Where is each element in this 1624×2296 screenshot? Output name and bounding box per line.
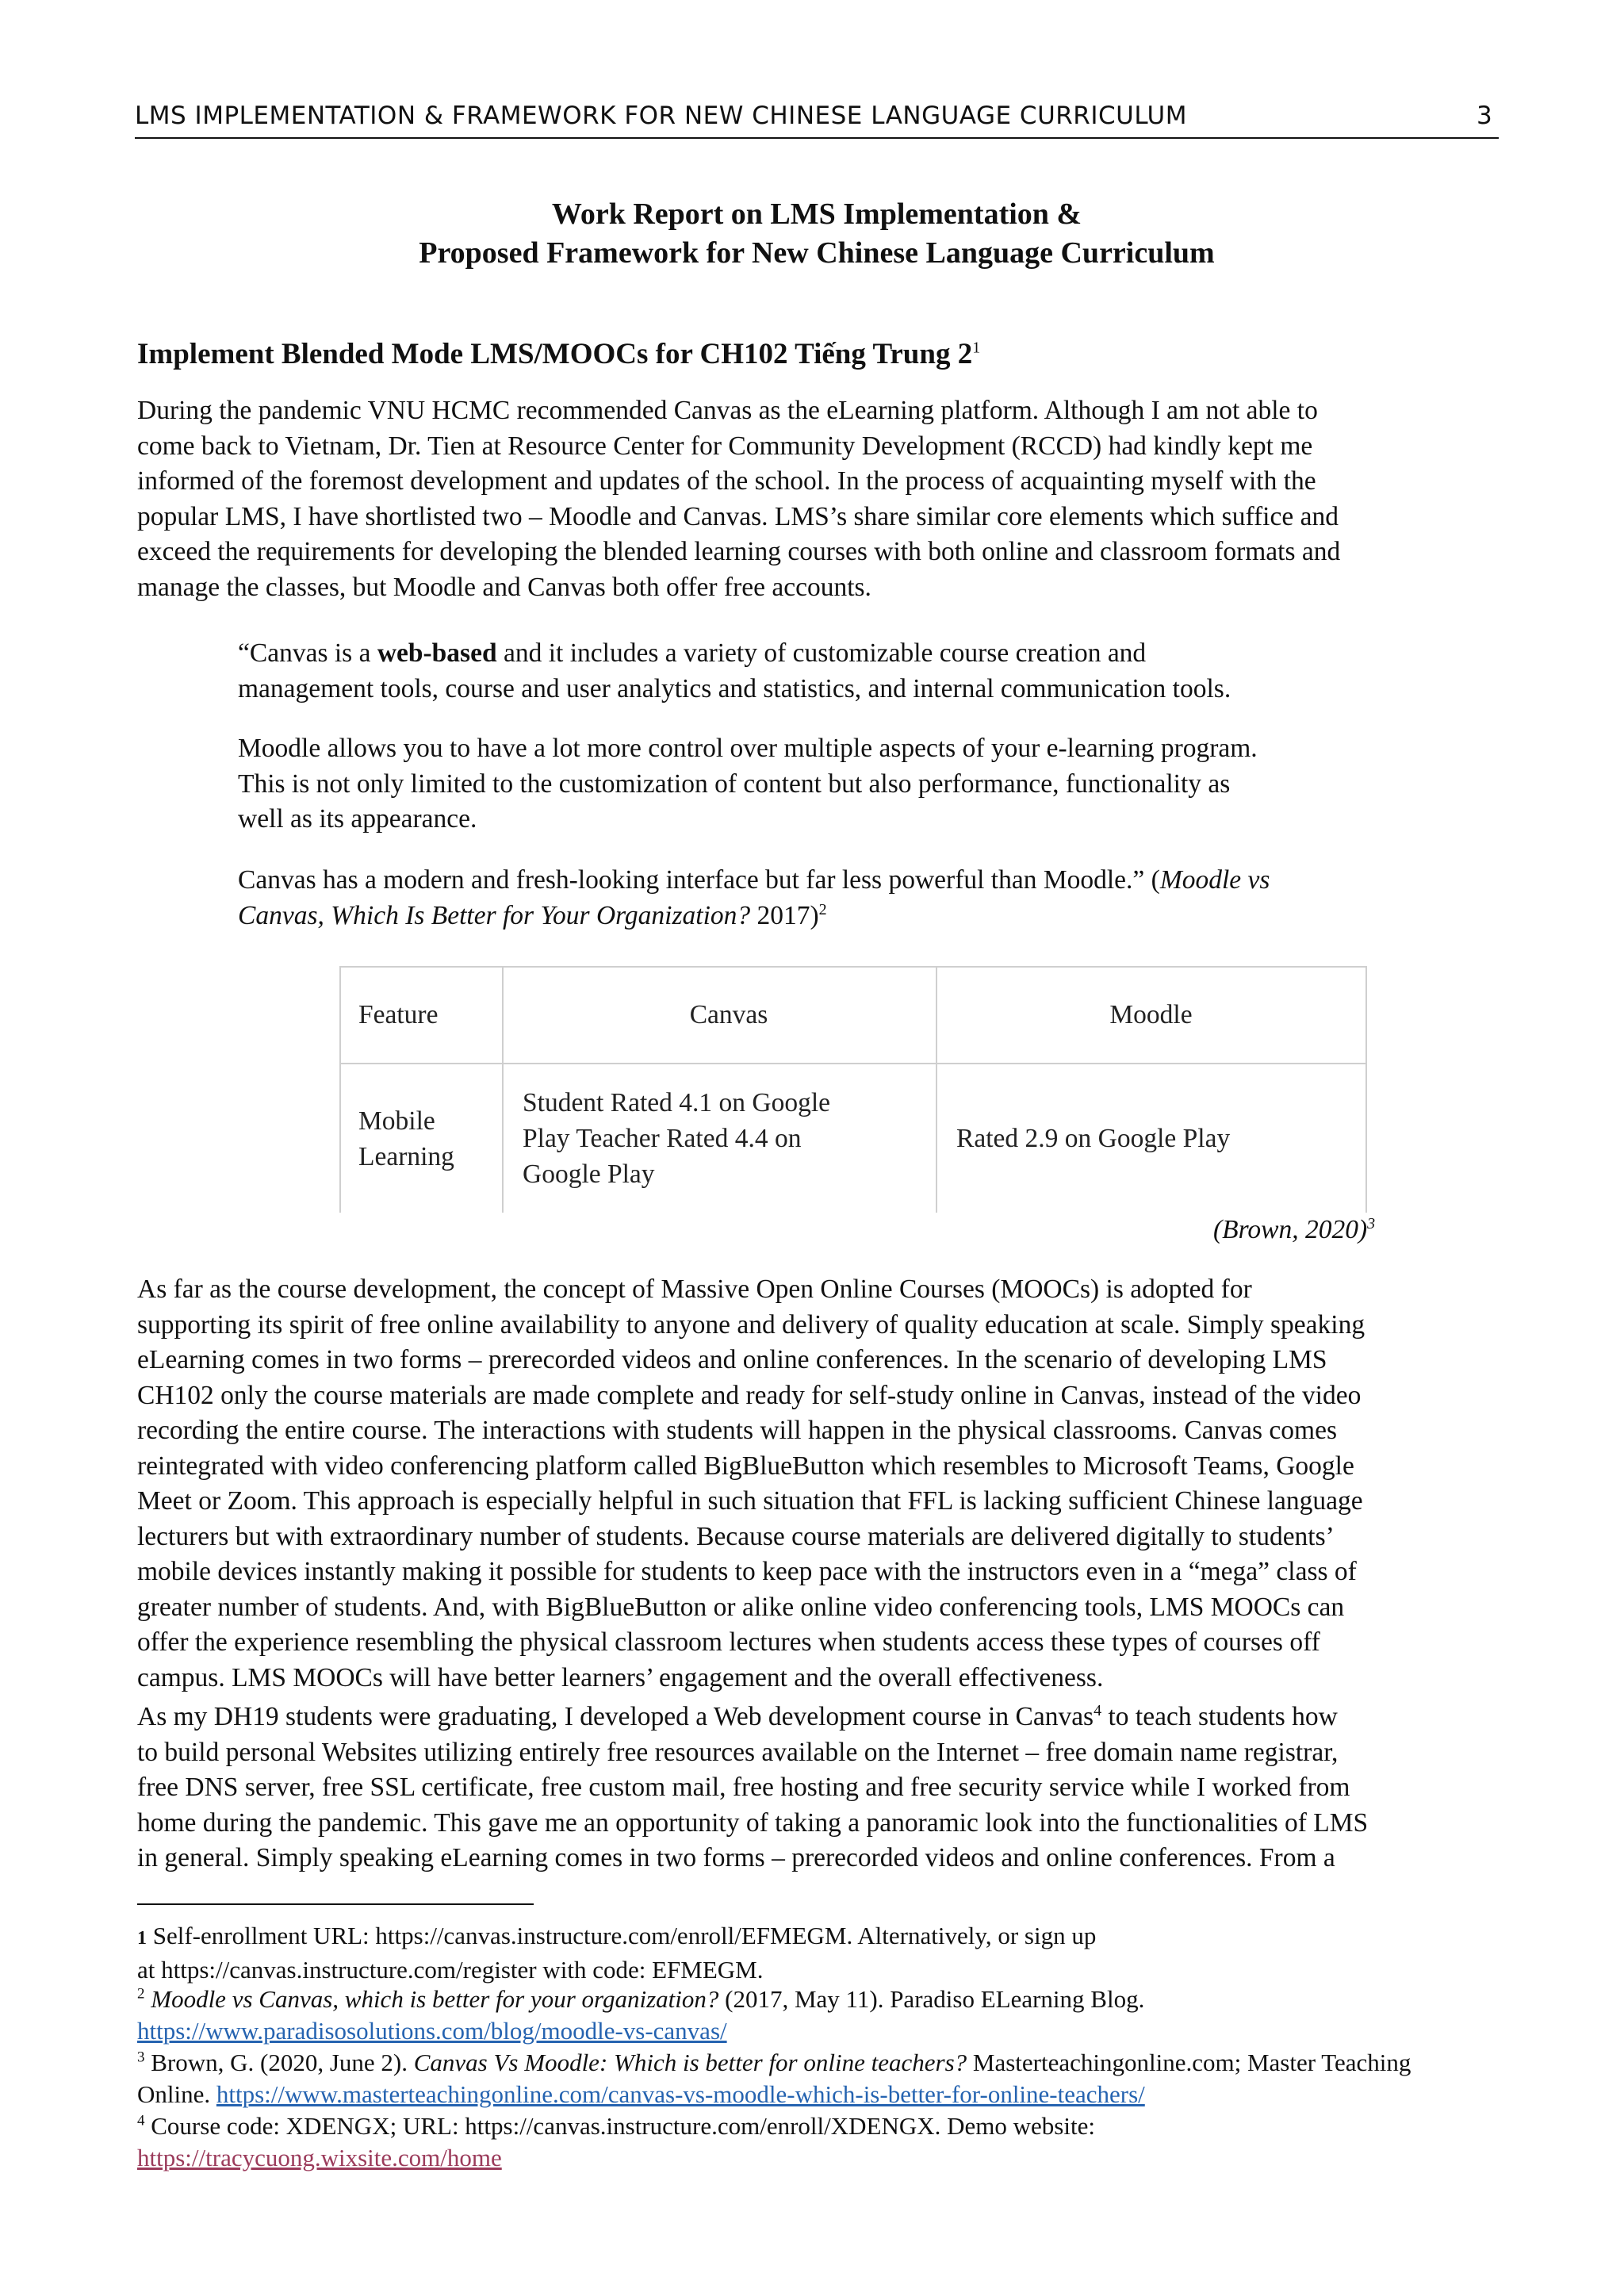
text-line: supporting its spirit of free online availability to anyone and delivery of quality education at scale. Simply speaking [137,1309,1365,1340]
text-line: in general. Simply speaking eLearning comes in two forms – prerecorded videos and online conferences. From a [137,1843,1335,1872]
cell-line: Student Rated 4.1 on Google [523,1088,830,1117]
text-line: mobile devices instantly making it possible for students to keep pace with the instructors even in a “mega” class of [137,1557,1357,1586]
text-line [137,1920,1501,1954]
citation-text: (Brown, 2020) [1213,1215,1368,1244]
footnote-3 [137,2047,1501,2110]
running-header: LMS IMPLEMENTATION & FRAMEWORK FOR NEW CHINESE LANGUAGE CURRICULUM [135,102,1187,130]
quote-moodle [238,731,1396,838]
citation-title: Moodle vs Canvas, which is better for your organization? [151,1985,719,2013]
table-cell-feature [340,1064,503,1213]
text-run: Self-enrollment URL: https://canvas.instructure.com/enroll/EFMEGM. Alternatively, or sign up [152,1922,1097,1949]
text-line: Meet or Zoom. This approach is especially helpful in such situation that FFL is lacking sufficient Chinese language [137,1486,1363,1516]
text-line: come back to Vietnam, Dr. Tien at Resource Center for Community Development (RCCD) had kindly kept me [137,431,1313,461]
footnote-link-paradiso[interactable]: https://www.paradisosolutions.com/blog/moodle-vs-canvas/ [137,2017,727,2045]
table-row [340,1064,1366,1213]
footnote-number: 1 [137,1928,147,1949]
text-line: As far as the course development, the concept of Massive Open Online Courses (MOOCs) is adopted for [137,1274,1252,1304]
cell-line: Play Teacher Rated 4.4 on [523,1124,802,1153]
text-line: to build personal Websites utilizing entirely free resources available on the Internet – free domain name registrar, [137,1737,1339,1767]
table-cell-canvas [503,1064,936,1213]
text-run: Brown, G. (2020, June 2). [151,2049,414,2076]
footnote-ref-3[interactable]: 3 [1367,1214,1376,1232]
text-line: well as its appearance. [238,804,477,834]
text-line: exceed the requirements for developing the blended learning courses with both online and classroom formats and [137,537,1341,566]
footnote-divider [137,1903,534,1905]
text-line: recording the entire course. The interactions with students will happen in the physical classrooms. Canvas comes [137,1416,1338,1445]
text-line: management tools, course and user analytics and statistics, and internal communication tools. [238,673,1231,703]
text-line [137,1984,1501,2015]
section-heading [137,337,980,371]
text-line: at https://canvas.instructure.com/register with code: EFMEGM. [137,1956,764,1984]
footnote-ref-1[interactable]: 1 [972,339,981,357]
text-run: As my DH19 students were graduating, I developed a Web development course in Canvas [137,1702,1094,1731]
text-line: free DNS server, free SSL certificate, free custom mail, free hosting and free security service while I worked from [137,1773,1350,1802]
text-line [137,2015,1501,2047]
table-header-row [340,967,1366,1064]
text-run: to teach students how [1101,1702,1338,1731]
text-line [238,899,1396,934]
text-line: lecturers but with extraordinary number of students. Because course materials are delivered digitally to students’ [137,1521,1335,1551]
citation-title: Canvas, Which Is Better for Your Organization? [238,900,751,930]
text-line [137,1700,1501,1735]
footnote-ref-4[interactable]: 4 [1094,1701,1102,1719]
text-run: Online. [137,2080,216,2108]
table-header-canvas: Canvas [503,967,936,1064]
text-run: “Canvas is a [238,638,377,668]
text-run: 2017) [750,900,819,930]
text-line [137,2047,1501,2079]
quote-comparison [238,863,1396,933]
cell-line: Google Play [523,1159,655,1189]
text-run: and it includes a variety of customizable course creation and [496,638,1147,668]
text-line: Moodle allows you to have a lot more control over multiple aspects of your e-learning program. [238,734,1258,763]
text-run: Canvas has a modern and fresh-looking interface but far less powerful than Moodle.” ( [238,865,1160,895]
text-line: CH102 only the course materials are made complete and ready for self-study online in Canvas, instead of the video [137,1380,1362,1410]
footnote-number: 2 [137,1985,145,2003]
paragraph-moocs [137,1272,1501,1696]
text-line [137,2142,1501,2174]
table-header-feature: Feature [340,967,503,1064]
report-title-line2: Proposed Framework for New Chinese Language Curriculum [419,236,1215,270]
text-run: (2017, May 11). Paradiso ELearning Blog. [718,1985,1145,2013]
footnote-number: 3 [137,2049,145,2066]
text-line: reintegrated with video conferencing platform called BigBlueButton which resembles to Microsoft Teams, Google [137,1451,1354,1481]
footnote-link-demo-site[interactable]: https://tracycuong.wixsite.com/home [137,2144,502,2171]
comparison-table [339,966,1367,1213]
cell-line: Learning [358,1141,454,1171]
text-line [238,636,1396,672]
table-header-moodle: Moodle [936,967,1366,1064]
quote-canvas [238,636,1396,707]
text-line: greater number of students. And, with BigBlueButton or alike online video conferencing tools, LMS MOOCs can [137,1592,1345,1622]
citation-title: Canvas Vs Moodle: Which is better for online teachers? [413,2049,967,2076]
table-cell-moodle: Rated 2.9 on Google Play [936,1064,1366,1213]
text-line [137,2110,1501,2142]
text-run: Masterteachingonline.com; Master Teaching [967,2049,1411,2076]
paragraph-web-course [137,1700,1501,1876]
footnote-link-masterteaching[interactable]: https://www.masterteachingonline.com/canvas-vs-moodle-which-is-better-for-online-teachers/ [216,2080,1145,2108]
paragraph-intro [137,393,1501,605]
text-line: campus. LMS MOOCs will have better learners’ engagement and the overall effectiveness. [137,1662,1104,1692]
text-line: offer the experience resembling the physical classroom lectures when students access these types of courses off [137,1627,1320,1657]
text-line: informed of the foremost development and updates of the school. In the process of acquainting myself with the [137,466,1316,496]
citation-title: Moodle vs [1159,865,1270,895]
text-line: home during the pandemic. This gave me an opportunity of taking a panoramic look into the functionalities of LMS [137,1807,1369,1838]
text-run: Course code: XDENGX; URL: https://canvas.instructure.com/enroll/XDENGX. Demo website: [151,2112,1095,2140]
text-line: popular LMS, I have shortlisted two – Moodle and Canvas. LMS’s share similar core elements which suffice and [137,501,1339,531]
emphasis-web-based: web-based [377,638,497,668]
cell-line: Mobile [358,1106,435,1136]
header-divider [135,137,1499,139]
footnote-2 [137,1984,1501,2047]
footnote-number: 4 [137,2112,145,2129]
table-citation [1213,1215,1375,1245]
report-title-line1: Work Report on LMS Implementation & [551,197,1082,231]
page-number: 3 [1477,102,1492,130]
footnote-4 [137,2110,1501,2174]
text-line: eLearning comes in two forms – prerecorded videos and online conferences. In the scenario of developing LMS [137,1345,1327,1374]
text-line: During the pandemic VNU HCMC recommended Canvas as the eLearning platform. Although I am not able to [137,396,1318,425]
text-line [238,863,1396,899]
text-line [137,2079,1501,2110]
section-heading-text: Implement Blended Mode LMS/MOOCs for CH102 Tiếng Trung 2 [137,338,973,370]
text-line: manage the classes, but Moodle and Canvas both offer free accounts. [137,572,871,602]
footnote-1 [137,1920,1501,1986]
text-line: This is not only limited to the customization of content but also performance, functionality as [238,769,1231,799]
footnote-ref-2[interactable]: 2 [818,900,827,918]
